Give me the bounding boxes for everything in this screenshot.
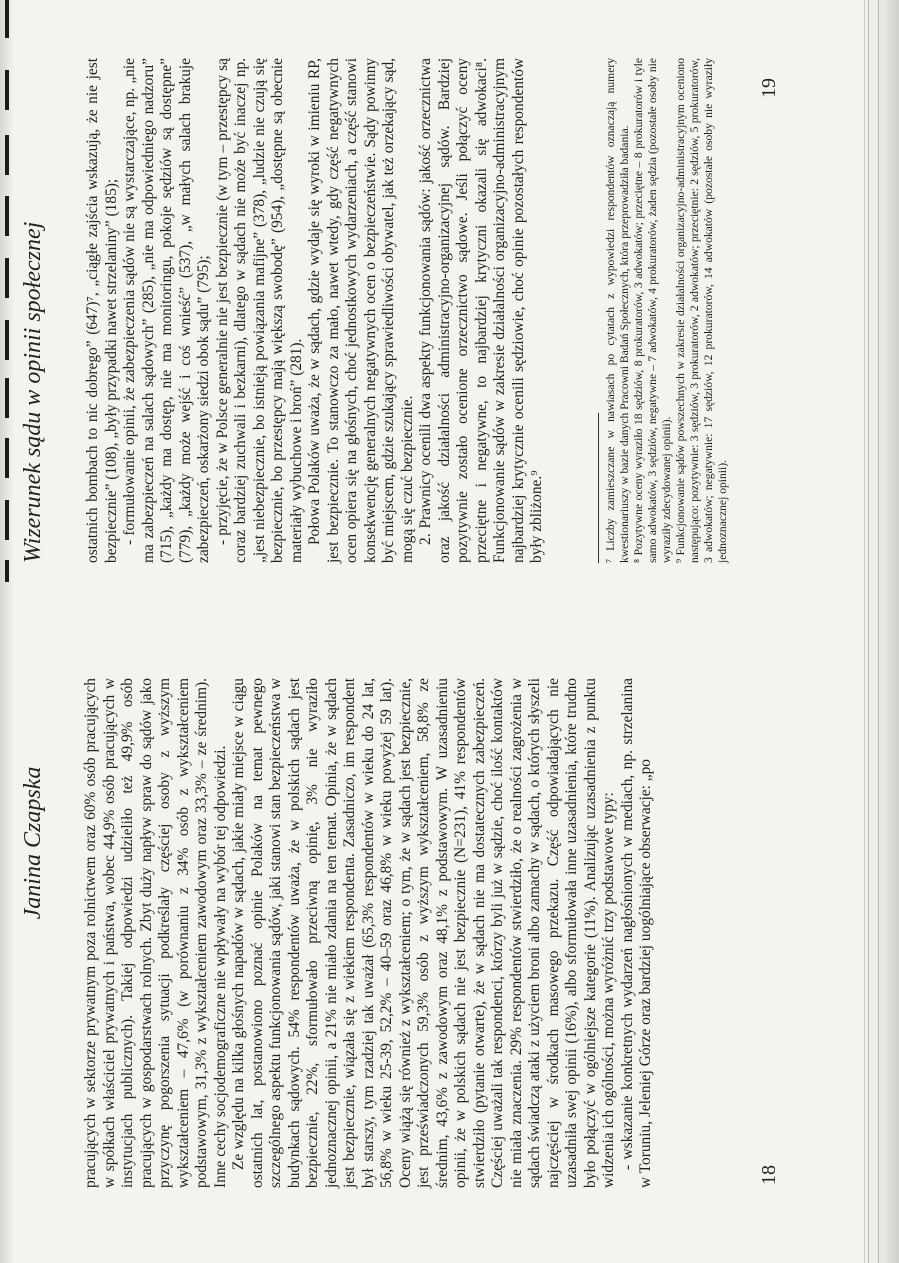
- paragraph: Ze względu na kilka głośnych napadów w sądach, jakie miały miejsce w ciągu ostatnich lat, postanowiono poznać opinie Polaków na temat pewnego szczególnego aspektu funkcjonowania sądów, jaki stanowi stan bezpieczeństwa w budynkach sądowych. 54% respondentów uważa, że w polskich sądach jest bezpiecznie, 22%, sformułowało przeciwną opinię, 3% nie wyraziło jednoznacznej opinii, a 21% nie miało zdania na ten temat. Opinia, że w sądach jest bezpiecznie, wiązała się z wiekiem respondenta. Zasadniczo, im respondent był starszy, tym rzadziej tak uważał (65,3% respondentów w wieku do 24 lat, 56,8% w wieku 25-39, 52,2% – 40–59 oraz 46,8% w wieku powyżej 59 lat). Oceny wiążą się również z wykształceniem; o tym, że w sądach jest bezpiecznie, jest przeświadczonych 59,3% osób z wyższym wykształceniem, 58,8% ze średnim, 43,6% z zawodowym oraz 48,1% z podstawowym. W uzasadnieniu opinii, że w polskich sądach nie jest bezpiecznie (N=231), 41% respondentów stwierdziło (pytanie otwarte), że w sądach nie ma dostatecznych zabezpieczeń. Częściej uważali tak respondenci, którzy byli już w sądzie, choć ilość kontaktów nie miała znaczenia. 29% respondentów stwierdziło, że o realności zagrożenia w sądach świadczą ataki z użyciem broni albo zamachy w sądach, o których słyszeli najczęściej w środkach masowego przekazu. Część odpowiadających nie uzasadniła swej opinii (16%), albo sformułowała inne uzasadnienia, które trudno było połączyć w ogólniejsze kategorie (11%). Analizując uzasadnienia z punktu widzenia ich ogólności, można wyróżnić trzy podstawowe typy:: [230, 678, 617, 1188]
- paragraph: 2. Prawnicy ocenili dwa aspekty funkcjonowania sądów: jakość orzecznictwa oraz jakość działalności administracyjno-organizacyjnej sądów. Bardziej pozytywnie zostało ocenione orzecznictwo sądowe. Jeśli połączyć oceny przeciętne i negatywne, to najbardziej krytyczni okazali się adwokaci⁸. Funkcjonowanie sądów w zakresie działalności organizacyjno-administracyjnym najbardziej krytycznie ocenili sędziowie, choć opinie pozostałych respondentów były zbliżone.⁹: [417, 58, 545, 563]
- paragraph: ostatnich bombach to nic dobrego” (647)⁷, „ciągłe zajścia wskazują, że nie jest bezpiecznie” (108), „były przypadki nawet strzelaniny” (185);: [84, 58, 120, 563]
- footnotes: [604, 58, 730, 563]
- footnote-rule: [598, 413, 599, 563]
- left-page-body: [82, 678, 656, 1188]
- paragraph: - formułowanie opinii, że zabezpieczenia sądów nie są wystarczające, np. „nie ma zabezpieczeń na salach sądowych” (285), „nie ma odpowiedniego nadzoru” (715), „każdy ma dostęp, nie ma monitoringu, pokoje sędziów są dostępne” (779), „każdy może wejść i coś wnieść” (537), „w małych salach brakuje zabezpieczeń, oskarżony siedzi obok sądu” (795);: [121, 58, 212, 563]
- right-page-body: [84, 58, 547, 563]
- running-head-left: Janina Czapska: [20, 766, 46, 920]
- running-head-right: Wizerunek sądu w opinii społecznej: [20, 221, 46, 563]
- footnote: ⁸ Pozytywne oceny wyraziło 18 sędziów, 8 prokuratorów, 3 adwokatów; przeciętne – 8 prokuratorów i tyle samo adwokatów, 3 sędziów, negatywne – 7 adwokatów, 4 prokuratorów, żaden sędzia (pozostałe osoby nie wyraziły zdecydowanej opinii).: [632, 58, 673, 563]
- page-number-right: 19: [758, 78, 780, 98]
- paragraph: - wskazanie konkretnych wydarzeń nagłośnionych w mediach, np. strzelanina w Toruniu, Jeleniej Górze oraz bardziej uogólniające obserwacje: „po: [618, 678, 654, 1188]
- paragraph: - przyjęcie, że w Polsce generalnie nie jest bezpiecznie (w tym – przestępcy są coraz bardziej zuchwali i bezkarni), dlatego w sądach nie może być inaczej np. „jest niebezpiecznie, bo istnieją powiązania mafijne” (378), „ludzie nie czują się bezpiecznie, bo przestępcy mają większą swobodę” (954), „dostępne są obecnie materiały wybuchowe i broń” (281).: [213, 58, 305, 563]
- footnote: ⁷ Liczby zamieszczane w nawiasach po cytatach z wypowiedzi respondentów oznaczają numery kwestionariuszy w bazie danych Pracowni Badań Społecznych, która przeprowadziła badania.: [604, 58, 631, 563]
- paragraph: Połowa Polaków uważa, że w sądach, gdzie wydaje się wyroki w imieniu RP, jest bezpiecznie. To stanowczo za mało, nawet wtedy, gdy część negatywnych ocen opiera się na głośnych, choć jednostkowych wydarzeniach, a część stanowi konsekwencję generalnych negatywnych ocen o bezpieczeństwie. Sądy powinny być miejscem, gdzie szukający sprawiedliwości obywatel, jak też orzekający sąd, mogą się czuć bezpiecznie.: [306, 58, 416, 563]
- paragraph: pracujących w sektorze prywatnym poza rolnictwem oraz 60% osób pracujących w spółkach właściciel prywatnych i państwa, wobec 44,9% osób pracujących w instytucjach publicznych). Takiej odpowiedzi udzieliło też 49,9% osób pracujących w gospodarstwach rolnych. Zbyt duży napływ spraw do sądów jako przyczynę pogorszenia sytuacji podkreślały częściej osoby z wyższym wykształceniem – 47,6% (w porównaniu z 34% osób z wykształceniem podstawowym, 31,3% z wykształceniem zawodowym oraz 33,3% – ze średnim). Inne cechy socjodemograficzne nie wpływały na wybór tej odpowiedzi.: [82, 678, 229, 1188]
- footnote: ⁹ Funkcjonowanie sądów powszechnych w zakresie działalności organizacyjno-administracyjnym oceniono następująco: pozytywnie: 3 sędziów, 3 prokuratorów, 2 adwokatów; przeciętnie: 2 sędziów, 5 prokuratorów, 3 adwokatów; negatywnie: 17 sędziów, 12 prokuratorów, 14 adwokatów (pozostałe osoby nie wyraziły jednoznacznej opinii).: [674, 58, 729, 563]
- page-number-left: 18: [758, 1165, 780, 1185]
